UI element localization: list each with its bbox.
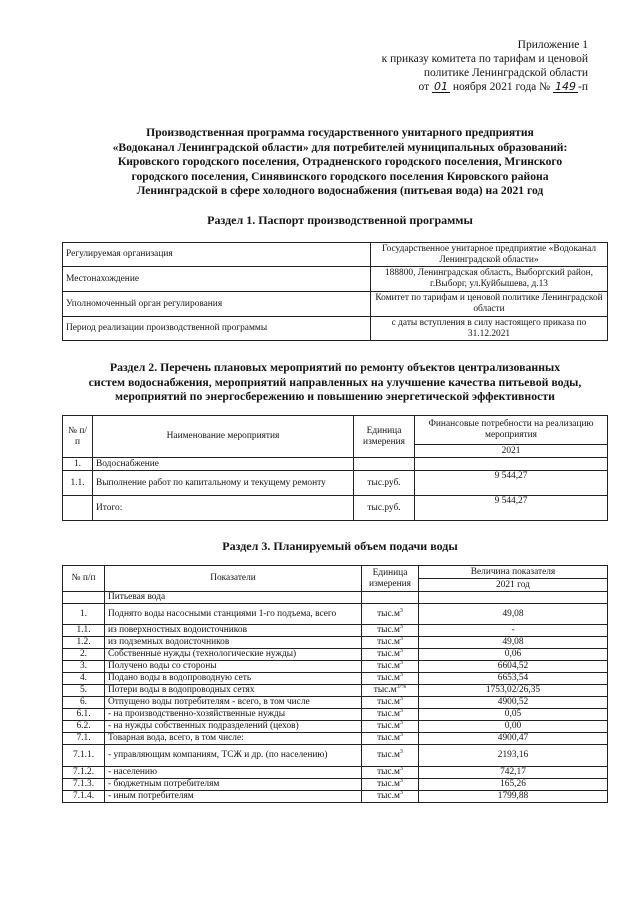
row-name: - иным потребителям [105, 791, 362, 803]
table-row [63, 733, 608, 745]
table-row [63, 767, 608, 779]
passport-label: Регулируемая организация [63, 243, 371, 267]
passport-row [63, 243, 608, 267]
row-value: 742,17 [419, 767, 608, 779]
row-num: 1. [63, 604, 105, 625]
row-value: 4900,52 [419, 697, 608, 709]
appendix-day: 01 [433, 80, 448, 93]
row-unit [362, 637, 419, 649]
row-name: - на производственно-хозяйственные нужды [105, 709, 362, 721]
empty-cell [362, 592, 419, 604]
table-row [63, 625, 608, 637]
title-line3: Кировского городского поселения, Отрадненского городского поселения, Мгинского [117, 155, 563, 168]
unit-base: тыс.м [377, 721, 400, 731]
row-unit [362, 745, 419, 767]
row-num: 1.1. [63, 625, 105, 637]
unit-base: тыс.м [377, 791, 400, 801]
table-row [63, 471, 608, 496]
row-value: 1799,88 [419, 791, 608, 803]
header-name: Наименование мероприятия [93, 416, 354, 458]
header-unit: Единица измерения [354, 416, 415, 458]
row-num: 7.1. [63, 733, 105, 745]
row-unit [362, 791, 419, 803]
row-unit [362, 649, 419, 661]
row-unit [354, 458, 415, 471]
row-unit [362, 661, 419, 673]
measures-table [62, 415, 608, 521]
table-row [63, 604, 608, 625]
unit-base: тыс.м [377, 767, 400, 777]
unit-base: тыс.м [377, 709, 400, 719]
section2-heading-line3: мероприятий по энергосбережению и повышению энергетической эффективности [115, 389, 555, 403]
unit-power: 3 [399, 659, 403, 666]
table-row [63, 458, 608, 471]
unit-power: 3 [399, 731, 403, 738]
unit-power: 3 [399, 719, 403, 726]
supply-header-row [63, 566, 608, 579]
row-unit: тыс.руб. [354, 471, 415, 496]
passport-label: Местонахождение [63, 267, 371, 292]
passport-value: с даты вступления в силу настоящего приказа по 31.12.2021 [371, 317, 608, 341]
unit-power: 3 [399, 695, 403, 702]
unit-power: 3 [399, 647, 403, 654]
row-value: 49,08 [419, 637, 608, 649]
table-row [63, 791, 608, 803]
row-name: из подземных водоисточников [105, 637, 362, 649]
row-num: 5. [63, 685, 105, 697]
row-unit [362, 625, 419, 637]
row-name: из поверхностных водоисточников [105, 625, 362, 637]
table-row [63, 721, 608, 733]
passport-label: Период реализации производственной программы [63, 317, 371, 341]
row-value: 9 544,27 [415, 496, 608, 521]
row-name: Получено воды со стороны [105, 661, 362, 673]
row-num: 7.1.2. [63, 767, 105, 779]
unit-power: 3 [399, 607, 403, 614]
unit-power: 3 [399, 789, 403, 796]
title-line5: Ленинградской в сфере холодного водоснабжения (питьевая вода) на 2021 год [136, 184, 544, 197]
row-unit [362, 721, 419, 733]
row-num: 1. [63, 458, 93, 471]
row-num: 7.1.4. [63, 791, 105, 803]
row-name: Выполнение работ по капитальному и текущему ремонту [93, 471, 354, 496]
unit-power: 3 [399, 765, 403, 772]
table-row [63, 685, 608, 697]
table-row [63, 673, 608, 685]
table-row [63, 496, 608, 521]
row-value: 2193,16 [419, 745, 608, 767]
unit-base: тыс.м [377, 637, 400, 647]
unit-power: 3/% [396, 683, 407, 690]
row-name: - на нужды собственных подразделений (цехов) [105, 721, 362, 733]
row-value: 6653,54 [419, 673, 608, 685]
row-name: Отпущено воды потребителям - всего, в том числе [105, 697, 362, 709]
appendix-line2: к приказу комитета по тарифам и ценовой [381, 53, 588, 65]
appendix-prefix: от [418, 81, 430, 93]
header-num: № п/п [63, 566, 105, 592]
row-value [415, 458, 608, 471]
group-label: Питьевая вода [105, 592, 362, 604]
appendix-line1: Приложение 1 [517, 39, 588, 51]
row-num: 6.1. [63, 709, 105, 721]
row-name: Потери воды в водопроводных сетях [105, 685, 362, 697]
row-num: 4. [63, 673, 105, 685]
section2-heading [40, 360, 630, 404]
passport-value: Комитет по тарифам и ценовой политике Ленинградской области [371, 292, 608, 317]
unit-power: 3 [399, 623, 403, 630]
unit-base: тыс.м [377, 649, 400, 659]
header-num: № п/п [63, 416, 93, 458]
row-value: 1753,02/26,35 [419, 685, 608, 697]
unit-base: тыс.м [377, 625, 400, 635]
row-num: 2. [63, 649, 105, 661]
row-unit [362, 767, 419, 779]
table-row [63, 745, 608, 767]
unit-base: тыс.м [377, 608, 400, 619]
table-row [63, 779, 608, 791]
unit-base: тыс.м [373, 685, 397, 695]
unit-power: 3 [399, 707, 403, 714]
appendix-date-line [348, 80, 588, 94]
unit-power: 3 [399, 671, 403, 678]
header-year: 2021 год [419, 579, 608, 592]
row-unit [362, 673, 419, 685]
row-name: - населению [105, 767, 362, 779]
row-name: Подано воды в водопроводную сеть [105, 673, 362, 685]
unit-power: 3 [399, 635, 403, 642]
passport-label: Уполномоченный орган регулирования [63, 292, 371, 317]
row-unit [362, 685, 419, 697]
row-value: 9 544,27 [415, 471, 608, 496]
unit-power: 3 [399, 748, 403, 755]
row-num: 3. [63, 661, 105, 673]
row-name: - бюджетным потребителям [105, 779, 362, 791]
passport-value: 188800, Ленинградская область, Выборгский район, г.Выборг, ул.Куйбышева, д.13 [371, 267, 608, 292]
supply-table [62, 565, 608, 803]
row-num: 1.1. [63, 471, 93, 496]
row-num [63, 496, 93, 521]
table-row [63, 637, 608, 649]
header-year: 2021 [415, 445, 608, 458]
passport-row [63, 317, 608, 341]
row-value: 165,26 [419, 779, 608, 791]
header-fin: Финансовые потребности на реализацию мероприятия [415, 416, 608, 445]
row-value: 0,06 [419, 649, 608, 661]
row-num: 7.1.3. [63, 779, 105, 791]
section1-heading: Раздел 1. Паспорт производственной программы [207, 213, 473, 227]
row-name: Товарная вода, всего, в том числе: [105, 733, 362, 745]
empty-cell [63, 592, 105, 604]
row-value: 49,08 [419, 604, 608, 625]
unit-base: тыс.м [377, 779, 400, 789]
passport-row [63, 292, 608, 317]
unit-base: тыс.м [377, 750, 400, 760]
table-row [63, 661, 608, 673]
appendix-header [348, 38, 588, 94]
document-title [60, 126, 620, 199]
appendix-suffix: -п [578, 81, 588, 93]
table-row [63, 709, 608, 721]
unit-base: тыс.м [377, 697, 400, 707]
row-name: - управляющим компаниям, ТСЖ и др. (по населению) [105, 745, 362, 767]
measures-header-row [63, 416, 608, 445]
appendix-line3: политике Ленинградской области [423, 67, 588, 79]
row-unit [362, 604, 419, 625]
header-value: Величина показателя [419, 566, 608, 579]
title-line4: городского поселения, Синявинского городского поселения Кировского района [131, 169, 549, 183]
row-value: 0,05 [419, 709, 608, 721]
title-line1: Производственная программа государственного унитарного предприятия [146, 126, 534, 139]
row-unit [362, 733, 419, 745]
passport-value: Государственное унитарное предприятие «Водоканал Ленинградской области» [371, 243, 608, 267]
row-value: 0,00 [419, 721, 608, 733]
row-num: 6.2. [63, 721, 105, 733]
header-unit: Единица измерения [362, 566, 419, 592]
unit-base: тыс.м [377, 661, 400, 671]
appendix-mid: ноября 2021 года № [452, 81, 551, 93]
row-num: 7.1.1. [63, 745, 105, 767]
row-value: 6604,52 [419, 661, 608, 673]
row-name: Итого: [93, 496, 354, 521]
section2-heading-line2: систем водоснабжения, мероприятий направленных на улучшение качества питьевой воды, [88, 374, 582, 389]
appendix-number: 149 [555, 80, 577, 93]
table-row [63, 649, 608, 661]
row-name: Водоснабжение [93, 458, 354, 471]
row-unit [362, 697, 419, 709]
row-name: Поднято воды насосными станциями 1-го подъема, всего [105, 604, 362, 625]
table-row [63, 697, 608, 709]
header-name: Показатели [105, 566, 362, 592]
section3-heading: Раздел 3. Планируемый объем подачи воды [222, 539, 458, 553]
row-value: 4900,47 [419, 733, 608, 745]
section2-heading-line1: Раздел 2. Перечень плановых мероприятий по ремонту объектов централизованных [109, 360, 561, 374]
row-name: Собственные нужды (технологические нужды) [105, 649, 362, 661]
title-line2: «Водоканал Ленинградской области» для потребителей муниципальных образований: [112, 140, 568, 154]
row-num: 6. [63, 697, 105, 709]
row-unit [362, 709, 419, 721]
group-row [63, 592, 608, 604]
empty-cell [419, 592, 608, 604]
passport-table [62, 242, 608, 341]
unit-base: тыс.м [377, 733, 400, 743]
row-unit [362, 779, 419, 791]
unit-power: 3 [399, 777, 403, 784]
row-value: - [419, 625, 608, 637]
row-unit: тыс.руб. [354, 496, 415, 521]
unit-base: тыс.м [377, 673, 400, 683]
passport-row [63, 267, 608, 292]
row-num: 1.2. [63, 637, 105, 649]
